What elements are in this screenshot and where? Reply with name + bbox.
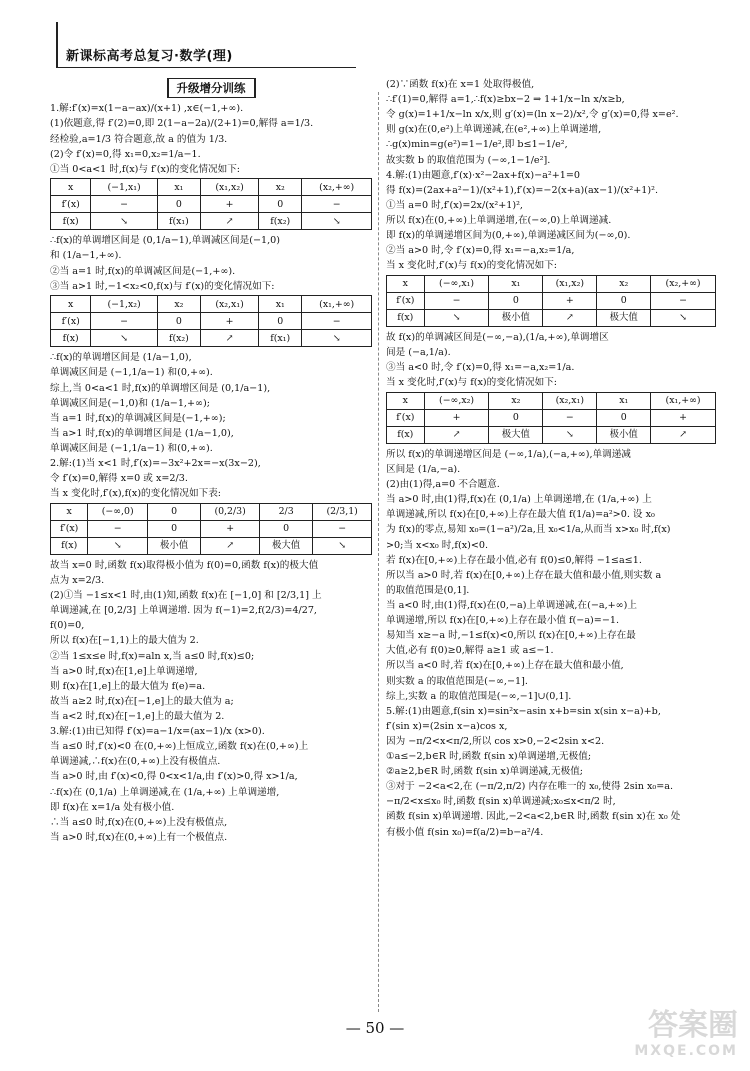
table-row <box>51 330 372 347</box>
table-cell: f(x) <box>387 426 425 443</box>
table-cell: − <box>302 196 372 213</box>
text-line: 单调递减,∴f(x)在(0,+∞)上没有极值点. <box>50 756 221 768</box>
table-row <box>51 196 372 213</box>
text-line: 所以当 a>0 时,若 f(x)在[0,+∞)上存在最大值和最小值,则实数 a <box>386 569 662 581</box>
section-title-text: 升级增分训练 <box>167 78 256 98</box>
table-cell: f(x) <box>51 330 91 347</box>
table-3 <box>50 503 372 555</box>
text-line: 经检验,a=1/3 符合题意,故 a 的值为 1/3. <box>50 133 228 145</box>
text-line: 当 a>0 时,f(x)在(0,+∞)上有一个极值点. <box>50 831 228 843</box>
table-cell: ↗ <box>201 330 259 347</box>
table-row <box>51 179 372 196</box>
table-cell: 0 <box>597 292 651 309</box>
text-line: 所以 f(x)的单调递增区间是 (−∞,1/a),(−a,+∞),单调递减 <box>386 448 631 460</box>
text-line: ∴f(x)的单调增区间是 (0,1/a−1),单调减区间是(−1,0) <box>50 235 280 247</box>
table-cell: x <box>387 392 425 409</box>
table-4 <box>386 275 716 327</box>
table-cell: 0 <box>489 409 543 426</box>
table-cell: ↗ <box>543 309 597 326</box>
text-line: 得 f(x)=(2ax+a²−1)/(x²+1),f′(x)=−2(x+a)(ax−1)/(x²+1)². <box>386 184 658 196</box>
text-line: 所以 f(x)在(0,+∞)上单调递增,在(−∞,0)上单调递减. <box>386 214 612 226</box>
table-cell: 0 <box>157 196 200 213</box>
left-lines-2 <box>50 234 372 293</box>
right-lines-2 <box>386 331 716 390</box>
table-cell: 0 <box>259 196 302 213</box>
text-line: (2)由(1)得,a=0 不合题意. <box>386 479 500 491</box>
text-line: 和 (1/a−1,+∞). <box>50 250 122 262</box>
table-row <box>387 275 716 292</box>
table-cell: f′(x) <box>51 196 91 213</box>
text-line: 点为 x=2/3. <box>50 575 105 587</box>
table-cell: x₂ <box>489 392 543 409</box>
text-line: ③对于 −2<a<2,在 (−π/2,π/2) 内存在唯一的 x₀,使得 2sin x₀=a. <box>386 781 674 793</box>
text-line: >0;当 x<x₀ 时,f(x)<0. <box>386 539 489 551</box>
table-cell: − <box>651 292 716 309</box>
text-line: ③当 a<0 时,令 f′(x)=0,得 x₁=−a,x₂=1/a. <box>386 362 575 374</box>
table-cell: (x₂,+∞) <box>651 275 716 292</box>
text-line: 4.解:(1)由题意,f′(x)·x²−2ax+f(x)−a²+1=0 <box>386 169 580 181</box>
table-cell: ↘ <box>88 537 148 554</box>
table-cell: x₁ <box>157 179 200 196</box>
table-row <box>387 292 716 309</box>
text-line: 故当 a≥2 时,f(x)在[−1,e]上的最大值为 a; <box>50 695 234 707</box>
text-line: ∴f(x)的单调增区间是 (1/a−1,0), <box>50 352 192 364</box>
text-line: ①当 a=0 时,f′(x)=2x/(x²+1)², <box>386 199 523 211</box>
table-cell: 0 <box>147 520 200 537</box>
table-cell: f(x₁) <box>259 330 302 347</box>
text-line: ①当 0<a<1 时,f(x)与 f′(x)的变化情况如下: <box>50 163 241 175</box>
watermark-line2: MXQE.COM <box>634 1043 738 1059</box>
table-5 <box>386 392 716 444</box>
table-cell: x <box>387 275 425 292</box>
text-line: 即 f(x)在 x=1/a 处有极小值. <box>50 801 175 813</box>
table-cell: (−∞,x₁) <box>424 275 489 292</box>
table-cell: f(x) <box>51 213 91 230</box>
table-row <box>51 520 372 537</box>
table-cell: + <box>201 520 260 537</box>
table-cell: 0 <box>259 520 312 537</box>
text-line: ②当 a=1 时,f(x)的单调减区间是(−1,+∞). <box>50 265 236 277</box>
text-line: 大值,必有 f(0)≥0,解得 a≥1 或 a≤−1. <box>386 645 554 657</box>
text-line: 当 a<2 时,f(x)在[−1,e]上的最大值为 2. <box>50 711 225 722</box>
text-line: 当 a>0 时,f(x)在[1,e]上单调递增, <box>50 665 198 677</box>
table-cell: ↘ <box>313 537 372 554</box>
table-cell: ↘ <box>91 213 157 230</box>
text-line: 当 a<0 时,由(1)得,f(x)在(0,−a)上单调递减,在(−a,+∞)上 <box>386 599 637 611</box>
text-line: 单调递减,所以 f(x)在[0,+∞)上存在最大值 f(1/a)=a²>0. 设 x₀ <box>386 509 655 521</box>
text-line: 当 a>0 时,由(1)得,f(x)在 (0,1/a) 上单调递增,在 (1/a,+∞) 上 <box>386 494 652 506</box>
table-row <box>387 426 716 443</box>
table-cell: f′(x) <box>51 313 91 330</box>
table-cell: f′(x) <box>387 409 425 426</box>
table-cell: (0,2/3) <box>201 503 260 520</box>
text-line: 因为 −π/2<x<π/2,所以 cos x>0,−2<2sin x<2. <box>386 735 605 747</box>
text-line: 所以当 a<0 时,若 f(x)在[0,+∞)上存在最大值和最小值, <box>386 660 624 672</box>
text-line: ∴f(x)在 (0,1/a) 上单调递减,在 (1/a,+∞) 上单调递增, <box>50 786 280 798</box>
table-cell: x₁ <box>489 275 543 292</box>
table-cell: x <box>51 503 88 520</box>
watermark-logo <box>598 1010 738 1066</box>
table-row <box>51 537 372 554</box>
table-row <box>51 213 372 230</box>
table-cell: 0 <box>259 313 302 330</box>
text-line: 若 f(x)在[0,+∞)上存在最小值,必有 f(0)≤0,解得 −1≤a≤1. <box>386 554 642 566</box>
table-cell: 0 <box>147 503 200 520</box>
table-cell: x₂ <box>259 179 302 196</box>
table-row <box>387 309 716 326</box>
watermark-line1: 答案圈 <box>648 1008 738 1043</box>
text-line: ③当 a>1 时,−1<x₂<0,f(x)与 f′(x)的变化情况如下: <box>50 280 275 292</box>
section-title <box>50 78 372 98</box>
table-cell: 极大值 <box>259 537 312 554</box>
right-lines-1 <box>386 78 716 273</box>
table-cell: (−∞,x₂) <box>424 392 489 409</box>
header-title: 新课标高考总复习·数学(理) <box>66 49 233 64</box>
table-cell: ↘ <box>91 330 157 347</box>
table-cell: − <box>424 292 489 309</box>
text-line: 3.解:(1)由已知得 f′(x)=a−1/x=(ax−1)/x (x>0). <box>50 726 265 738</box>
text-line: 当 a>1 时,f(x)的单调增区间是 (1/a−1,0), <box>50 427 234 439</box>
text-line: −π/2<x≤x₀ 时,函数 f(sin x)单调递减;x₀≤x<π/2 时, <box>386 796 616 808</box>
text-line: 单调减区间是(−1,0)和 (1/a−1,+∞); <box>50 397 210 409</box>
table-cell: 极小值 <box>597 426 651 443</box>
table-row <box>387 392 716 409</box>
table-cell: 0 <box>157 313 200 330</box>
text-line: 有极小值 f(sin x₀)=f(a/2)=b−a²/4. <box>386 826 544 838</box>
table-cell: x <box>51 179 91 196</box>
text-line: 则 f(x)在[1,e]上的最大值为 f(e)=a. <box>50 680 206 692</box>
text-line: 即 f(x)的单调递增区间为(0,+∞),单调递减区间为(−∞,0). <box>386 230 631 242</box>
text-line: 单调减区间是 (−1,1/a−1) 和(0,+∞). <box>50 367 213 379</box>
table-cell: f(x) <box>51 537 88 554</box>
table-cell: 0 <box>489 292 543 309</box>
table-cell: f(x) <box>387 309 425 326</box>
table-2 <box>50 295 372 347</box>
table-row <box>51 296 372 313</box>
text-line: (2)令 f′(x)=0,得 x₁=0,x₂=1/a−1. <box>50 148 201 160</box>
table-cell: (x₂,+∞) <box>302 179 372 196</box>
table-cell: − <box>88 520 148 537</box>
table-cell: 0 <box>597 409 651 426</box>
table-cell: (−∞,0) <box>88 503 148 520</box>
text-line: 易知当 x≥−a 时,−1≤f(x)<0,所以 f(x)在[0,+∞)上存在最 <box>386 630 636 642</box>
text-line: f(0)=0, <box>50 620 85 632</box>
column-divider <box>378 92 379 1012</box>
table-cell: + <box>201 196 259 213</box>
table-cell: (x₁,x₂) <box>201 179 259 196</box>
table-cell: f′(x) <box>51 520 88 537</box>
table-cell: x₁ <box>597 392 651 409</box>
table-cell: x₂ <box>597 275 651 292</box>
table-cell: − <box>91 313 157 330</box>
table-cell: ↘ <box>302 213 372 230</box>
text-line: 当 a=1 时,f(x)的单调减区间是(−1,+∞); <box>50 412 226 424</box>
text-line: 故 f(x)的单调减区间是(−∞,−a),(1/a,+∞),单调增区 <box>386 331 609 343</box>
text-line: (2)①当 −1≤x<1 时,由(1)知,函数 f(x)在 [−1,0] 和 [2/3,1] 上 <box>50 590 322 602</box>
text-line: 单调减区间是 (−1,1/a−1) 和(0,+∞). <box>50 442 213 454</box>
text-line: 当 x 变化时,f′(x)与 f(x)的变化情况如下: <box>386 260 558 272</box>
text-line: 所以 f(x)在[−1,1)上的最大值为 2. <box>50 635 199 647</box>
text-line: 当 x 变化时,f′(x),f(x)的变化情况如下表: <box>50 488 222 500</box>
table-cell: x <box>51 296 91 313</box>
table-cell: (−1,x₁) <box>91 179 157 196</box>
text-line: (1)依题意,得 f′(2)=0,即 2(1−a−2a)/(2+1)=0,解得 a=1/3. <box>50 118 314 130</box>
text-line: 的取值范围是(0,1]. <box>386 584 470 596</box>
table-cell: ↘ <box>302 330 372 347</box>
table-cell: ↗ <box>424 426 489 443</box>
left-column <box>50 78 372 846</box>
text-line: 当 x 变化时,f′(x)与 f(x)的变化情况如下: <box>386 377 558 389</box>
text-line: 1.解:f′(x)=x(1−a−ax)/(x+1) ,x∈(−1,+∞). <box>50 103 244 115</box>
text-line: ∴g(x)min=g(e²)=1−1/e²,即 b≤1−1/e², <box>386 139 568 151</box>
table-cell: ↘ <box>424 309 489 326</box>
text-line: ②当 a>0 时,令 f′(x)=0,得 x₁=−a,x₂=1/a, <box>386 245 575 257</box>
text-line: 单调递减,在 [0,2/3] 上单调递增. 因为 f(−1)=2,f(2/3)=4/27, <box>50 605 317 617</box>
text-line: 综上,实数 a 的取值范围是(−∞,−1]∪(0,1]. <box>386 690 572 702</box>
table-cell: f′(x) <box>387 292 425 309</box>
text-line: 令 g(x)=1+1/x−ln x/x,则 g′(x)=(ln x−2)/x²,令 g′(x)=0,得 x=e². <box>386 109 679 121</box>
table-cell: ↗ <box>201 537 260 554</box>
text-line: 2.解:(1)当 x<1 时,f′(x)=−3x²+2x=−x(3x−2), <box>50 458 261 470</box>
text-line: ②当 1≤x≤e 时,f(x)=aln x,当 a≤0 时,f(x)≤0; <box>50 650 255 662</box>
text-line: 综上,当 0<a<1 时,f(x)的单调增区间是 (0,1/a−1), <box>50 382 271 394</box>
table-cell: (x₁,x₂) <box>543 275 597 292</box>
text-line: 当 a>0 时,由 f′(x)<0,得 0<x<1/a,由 f′(x)>0,得 x>1/a, <box>50 771 298 783</box>
table-cell: (x₁,+∞) <box>302 296 372 313</box>
table-1 <box>50 178 372 230</box>
table-cell: + <box>201 313 259 330</box>
table-cell: 极大值 <box>597 309 651 326</box>
text-line: 令 f′(x)=0,解得 x=0 或 x=2/3. <box>50 473 188 485</box>
text-line: 函数 f(sin x)单调递增. 因此,−2<a<2,b∈R 时,函数 f(sin x)在 x₀ 处 <box>386 811 681 823</box>
table-row <box>51 313 372 330</box>
table-row <box>387 409 716 426</box>
left-lines-1 <box>50 102 372 176</box>
text-line: 则 g(x)在(0,e²)上单调递减,在(e²,+∞)上单调递增, <box>386 124 602 136</box>
text-line: ②a≥2,b∈R 时,函数 f(sin x)单调递减,无极值; <box>386 766 584 778</box>
table-cell: − <box>543 409 597 426</box>
right-lines-3 <box>386 448 716 839</box>
table-cell: + <box>424 409 489 426</box>
table-cell: x₁ <box>259 296 302 313</box>
table-cell: − <box>91 196 157 213</box>
text-line: 单调递增,所以 f(x)在[0,+∞)上存在最小值 f(−a)=−1. <box>386 615 620 627</box>
table-cell: (2/3,1) <box>313 503 372 520</box>
text-line: 为 f(x)的零点,易知 x₀=(1−a²)/2a,且 x₀<1/a,从而当 x>x₀ 时,f(x) <box>386 524 671 536</box>
text-line: 则实数 a 的取值范围是(−∞,−1]. <box>386 675 528 687</box>
text-line: 当 a≤0 时,f′(x)<0 在(0,+∞)上恒成立,函数 f(x)在(0,+∞)上 <box>50 741 309 753</box>
table-cell: f(x₁) <box>157 213 200 230</box>
table-cell: + <box>651 409 716 426</box>
table-cell: 极小值 <box>147 537 200 554</box>
left-lines-4 <box>50 559 372 845</box>
text-line: ∴f′(1)=0,解得 a=1,∴f(x)≥bx−2 ⇒ 1+1/x−ln x/x≥b, <box>386 94 625 106</box>
table-cell: ↗ <box>651 426 716 443</box>
table-cell: ↗ <box>201 213 259 230</box>
table-cell: 2/3 <box>259 503 312 520</box>
text-line: (2)∵函数 f(x)在 x=1 处取得极值, <box>386 79 535 90</box>
text-line: 5.解:(1)由题意,f(sin x)=sin²x−asin x+b=sin x(sin x−a)+b, <box>386 705 661 717</box>
text-line: ∴当 a≤0 时,f(x)在(0,+∞)上没有极值点, <box>50 816 228 828</box>
table-cell: 极小值 <box>489 309 543 326</box>
table-cell: − <box>313 520 372 537</box>
text-line: 故实数 b 的取值范围为 (−∞,1−1/e²]. <box>386 154 551 166</box>
page-number: — 50 — <box>345 1019 405 1037</box>
table-cell: 极大值 <box>489 426 543 443</box>
table-cell: − <box>302 313 372 330</box>
text-line: 间是 (−a,1/a). <box>386 347 451 359</box>
right-column <box>386 78 716 841</box>
page-header <box>56 22 356 68</box>
text-line: ①a≤−2,b∈R 时,函数 f(sin x)单调递增,无极值; <box>386 751 592 763</box>
text-line: 区间是 (1/a,−a). <box>386 463 461 475</box>
table-cell: (x₂,x₁) <box>201 296 259 313</box>
table-cell: ↘ <box>651 309 716 326</box>
text-line: f′(sin x)=(2sin x−a)cos x, <box>386 720 508 732</box>
table-row <box>51 503 372 520</box>
table-cell: (x₁,+∞) <box>651 392 716 409</box>
table-cell: x₂ <box>157 296 200 313</box>
table-cell: f(x₂) <box>259 213 302 230</box>
table-cell: (x₂,x₁) <box>543 392 597 409</box>
table-cell: (−1,x₂) <box>91 296 157 313</box>
table-cell: f(x₂) <box>157 330 200 347</box>
table-cell: ↘ <box>543 426 597 443</box>
table-cell: + <box>543 292 597 309</box>
text-line: 故当 x=0 时,函数 f(x)取得极小值为 f(0)=0,函数 f(x)的极大值 <box>50 559 319 571</box>
left-lines-3 <box>50 351 372 501</box>
